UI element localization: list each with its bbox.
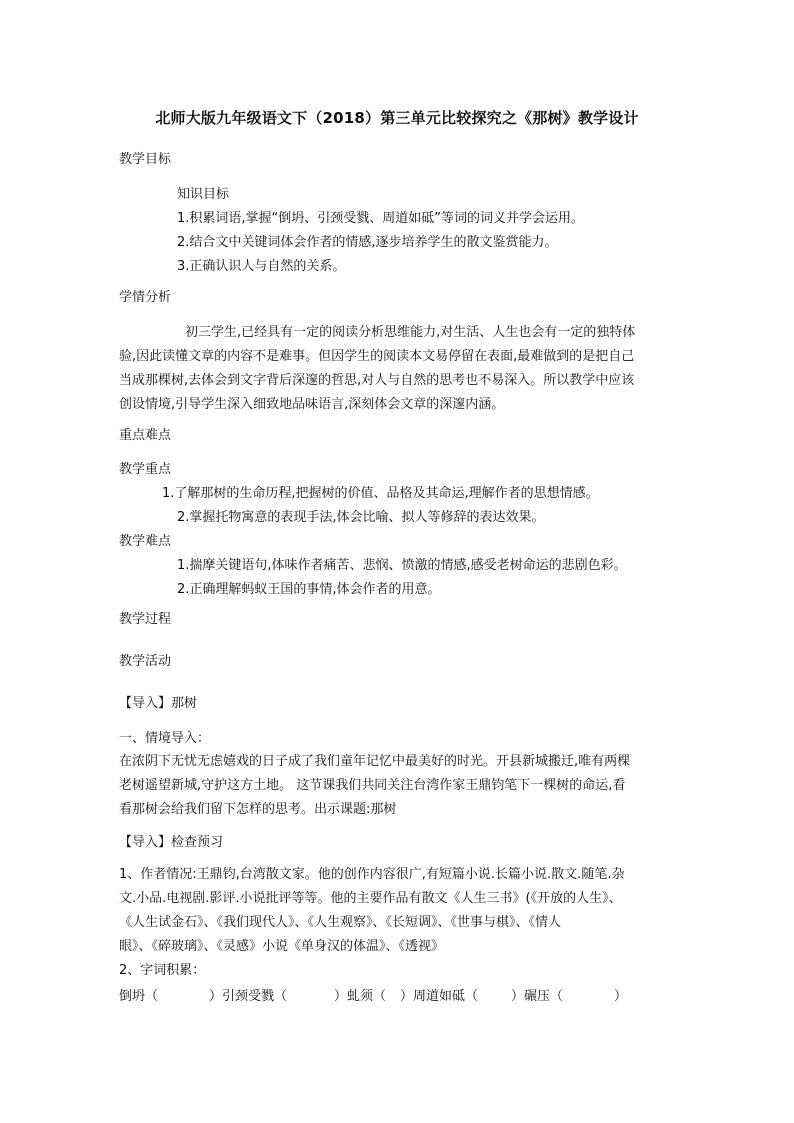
focus-item: 2.掌握托物寓意的表现手法,体会比喻、拟人等修辞的表达效果。: [177, 510, 545, 525]
author-line: 文.小品.电视剧.影评.小说批评等等。他的主要作品有散文《人生三书》(《开放的人生》、: [119, 891, 622, 906]
goal-item: 2.结合文中关键词体会作者的情感,逐步培养学生的散文鉴赏能力。: [177, 235, 558, 250]
word-blank: ）虬须（: [334, 989, 387, 1004]
word-blank: ）周道如砥（: [400, 989, 479, 1004]
goal-item: 1.积累词语,掌握“倒坍、引颈受戮、周道如砥”等词的词义并学会运用。: [177, 211, 585, 226]
words-heading: 2、字词积累：: [119, 963, 206, 978]
activity-heading: 教学活动: [119, 654, 172, 669]
word-blank: 倒坍（: [119, 989, 159, 1004]
scene-heading: 一、情境导入：: [119, 731, 211, 746]
author-line: 《人生试金石》、《我们现代人》、《人生观察》、《长短调》、《世事与棋》、《情人: [119, 915, 562, 930]
intro-heading: 【导入】检查预习: [119, 835, 224, 850]
analysis-line: 初三学生,已经具有一定的阅读分析思维能力,对生活、人生也会有一定的独特体: [185, 325, 636, 340]
word-blank: ）引颈受戮（: [209, 989, 288, 1004]
author-line: 1、作者情况:王鼎钧,台湾散文家。他的创作内容很广,有短篇小说.长篇小说.散文.随笔.杂: [119, 867, 625, 882]
difficulty-item: 1.揣摩关键语句,体味作者痛苦、悲悯、愤激的情感,感受老树命运的悲剧色彩。: [177, 558, 627, 573]
word-blank: ）碾压（: [511, 989, 564, 1004]
word-blank-row: [119, 988, 627, 1006]
focus-item: 1.了解那树的生命历程,把握树的价值、品格及其命运,理解作者的思想情感。: [162, 486, 599, 501]
scene-line: 在浓阴下无忧无虑嬉戏的日子成了我们童年记忆中最美好的时光。开县新城搬迁,唯有两棵: [119, 754, 631, 769]
document-title: 北师大版九年级语文下（2018）第三单元比较探究之《那树》教学设计: [155, 109, 639, 127]
analysis-line: 创设情境,引导学生深入细致地品味语言,深刻体会文章的深邃内涵。: [119, 397, 505, 412]
word-blank: ）: [614, 989, 628, 1004]
analysis-line: 验,因此读懂文章的内容不是难事。但因学生的阅读本文易停留在表面,最难做到的是把自己: [119, 349, 635, 364]
focus-heading: 教学重点: [119, 462, 172, 477]
process-heading: 教学过程: [119, 612, 172, 627]
scene-line: 看那树会给我们留下怎样的思考。出示课题:那树: [119, 802, 397, 817]
difficulty-heading: 教学难点: [119, 534, 172, 549]
goals-heading: 教学目标: [119, 152, 172, 167]
analysis-line: 当成那棵树,去体会到文字背后深邃的哲思,对人与自然的思考也不易深入。所以教学中应该: [119, 373, 635, 388]
difficulty-item: 2.正确理解蚂蚁王国的事情,体会作者的用意。: [177, 582, 441, 597]
intro-heading: 【导入】那树: [119, 696, 198, 711]
scene-line: 老树遥望新城,守护这方土地。 这节课我们共同关注台湾作家王鼎钧笔下一棵树的命运,看: [119, 778, 626, 793]
analysis-heading: 学情分析: [119, 290, 172, 305]
author-line: 眼》、《碎玻璃》、《灵感》小说《单身汉的体温》、《透视》: [119, 939, 445, 954]
goal-item: 3.正确认识人与自然的关系。: [177, 259, 346, 274]
keypoints-heading: 重点难点: [119, 428, 172, 443]
goals-subheading: 知识目标: [177, 187, 230, 202]
